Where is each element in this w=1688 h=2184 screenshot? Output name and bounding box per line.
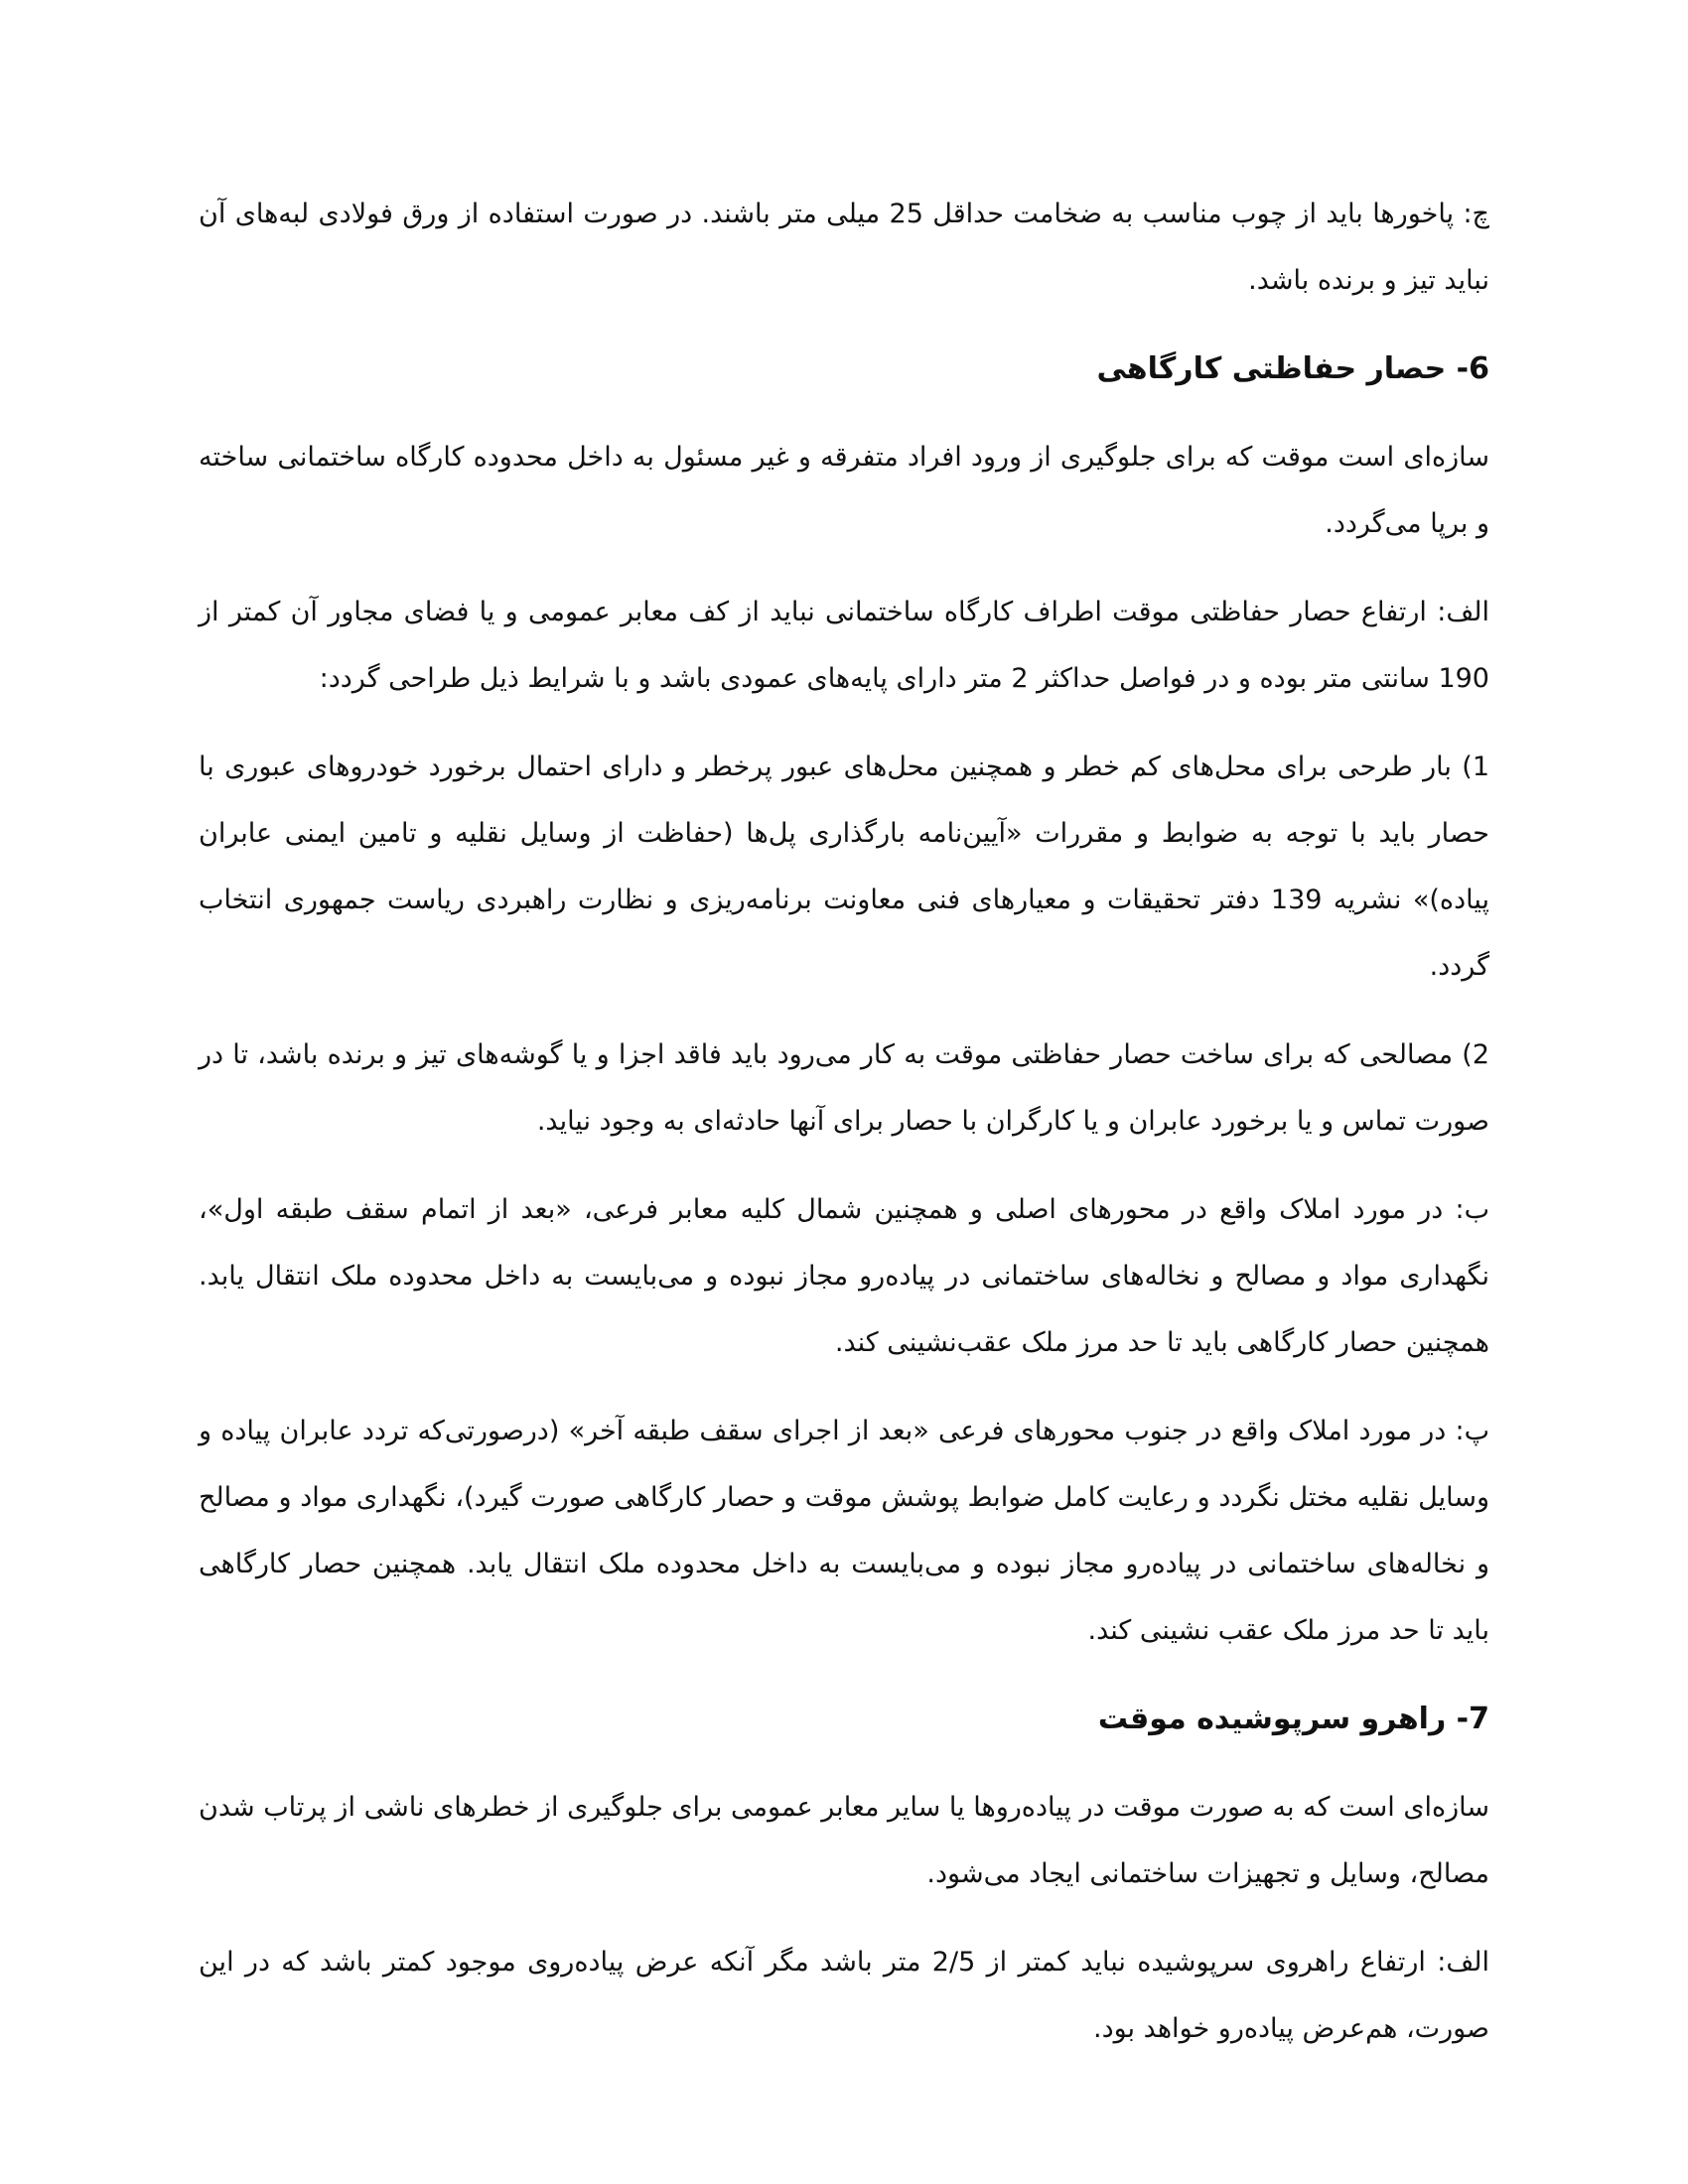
paragraph-7-alef: الف: ارتفاع راهروی سرپوشیده نباید کمتر از 2/5 متر باشد مگر آنکه عرض پیاده‌روی موجود کمتر باشد که در این صورت، هم‌عرض پیاده‌رو خواهد بود.	[199, 1947, 1489, 2044]
paragraph-6-alef: الف: ارتفاع حصار حفاظتی موقت اطراف کارگاه ساختمانی نباید از کف معابر عمومی و یا فضای مجاور آن کمتر از 190 سانتی متر بوده و در فواصل حداکثر 2 متر دارای پایه‌های عمودی باشد و با شرایط ذیل طراحی گردد:	[199, 597, 1489, 694]
paragraph-6-item-2: 2) مصالحی که برای ساخت حصار حفاظتی موقت به کار می‌رود باید فاقد اجزا و یا گوشه‌های تیز و برنده باشد، تا در صورت تماس و یا برخورد عابران و یا کارگران با حصار برای آنها حادثه‌ای به وجود نیاید.	[199, 1039, 1489, 1137]
paragraph-6-intro: سازه‌ای است موقت که برای جلوگیری از ورود افراد متفرقه و غیر مسئول به داخل محدوده کارگاه ساختمانی ساخته و برپا می‌گردد.	[199, 442, 1489, 539]
paragraph-7-intro: سازه‌ای است که به صورت موقت در پیاده‌روها یا سایر معابر عمومی برای جلوگیری از خطرهای ناشی از پرتاب شدن مصالح، وسایل و تجهیزات ساختمانی ایجاد می‌شود.	[199, 1792, 1489, 1889]
section-heading-7-covered-walkway: 7- راهرو سرپوشیده موقت	[1097, 1702, 1489, 1736]
paragraph-6-pe: پ: در مورد املاک واقع در جنوب محورهای فرعی «بعد از اجرای سقف طبقه آخر» (درصورتی‌که تردد عابران پیاده و وسایل نقلیه مختل نگردد و رعایت کامل ضوابط پوشش موقت و حصار کارگاهی صورت گیرد)، نگهداری مواد و مصالح و نخاله‌های ساختمانی در پیاده‌رو مجاز نبوده و می‌بایست به داخل محدوده ملک انتقال یابد. همچنین حصار کارگاهی باید تا حد مرز ملک عقب نشینی کند.	[199, 1416, 1489, 1646]
document-page	[199, 181, 1489, 2084]
paragraph-6-item-1: 1) بار طرحی برای محل‌های کم خطر و همچنین محل‌های عبور پرخطر و دارای احتمال برخورد خودروهای عبوری با حصار باید با توجه به ضوابط و مقررات «آیین‌نامه بارگذاری پل‌ها (حفاظت از وسایل نقلیه و تامین ایمنی عابران پیاده)» نشریه 139 دفتر تحقیقات و معیارهای فنی معاونت برنامه‌ریزی و نظارت راهبردی ریاست جمهوری انتخاب گردد.	[199, 751, 1489, 982]
section-heading-6-site-fence: 6- حصار حفاظتی کارگاهی	[1096, 351, 1489, 386]
paragraph-6-be: ب: در مورد املاک واقع در محورهای اصلی و همچنین شمال کلیه معابر فرعی، «بعد از اتمام سقف طبقه اول»، نگهداری مواد و مصالح و نخاله‌های ساختمانی در پیاده‌رو مجاز نبوده و می‌بایست به داخل محدوده ملک انتقال یابد. همچنین حصار کارگاهی باید تا حد مرز ملک عقب‌نشینی کند.	[199, 1194, 1489, 1358]
paragraph-che-footboards: چ: پاخورها باید از چوب مناسب به ضخامت حداقل 25 میلی متر باشند. در صورت استفاده از ورق فولادی لبه‌های آن نباید تیز و برنده باشد.	[199, 199, 1489, 296]
